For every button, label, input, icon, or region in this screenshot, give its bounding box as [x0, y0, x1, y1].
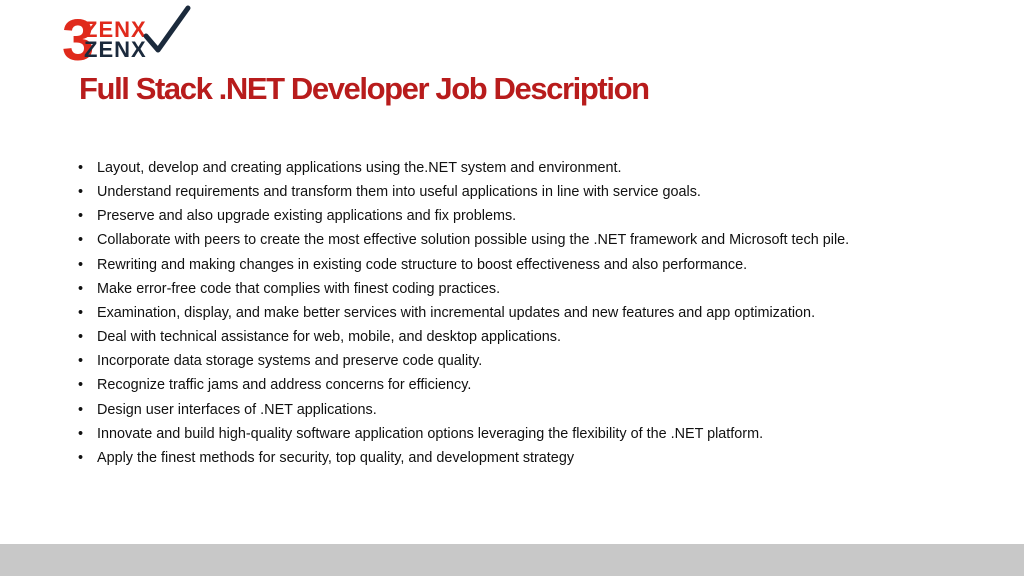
list-item-text: Design user interfaces of .NET applications.	[97, 401, 377, 418]
checkmark-icon	[146, 8, 188, 50]
list-item	[78, 301, 849, 325]
list-item	[78, 180, 849, 204]
list-item	[78, 422, 849, 446]
bullet-icon: •	[78, 401, 84, 418]
list-item-text: Layout, develop and creating applications using the.NET system and environment.	[97, 160, 622, 176]
list-item	[78, 277, 849, 301]
bullet-icon: •	[78, 304, 84, 321]
list-item	[78, 325, 849, 349]
page-title: Full Stack .NET Developer Job Description	[79, 71, 649, 106]
list-item-text: Make error-free code that complies with finest coding practices.	[97, 280, 501, 297]
footer-bar	[0, 544, 1024, 576]
list-item-text: Rewriting and making changes in existing code structure to boost effectiveness and also performance.	[97, 256, 748, 273]
list-item	[78, 204, 849, 228]
list-item-text: Preserve and also upgrade existing applications and fix problems.	[97, 208, 517, 225]
list-item-text: Apply the finest methods for security, top quality, and development strategy	[97, 449, 575, 466]
list-item	[78, 446, 849, 470]
list-item-text: Deal with technical assistance for web, mobile, and desktop applications.	[97, 329, 561, 346]
list-item-text: Understand requirements and transform them into useful applications in line with service goals.	[97, 184, 701, 201]
logo-wordmark-bottom: ZENX	[84, 37, 147, 62]
list-item-text: Examination, display, and make better services with incremental updates and new features and app optimization.	[97, 304, 816, 321]
list-item	[78, 349, 849, 373]
zenx-logo-graphic	[62, 6, 192, 73]
list-item	[78, 373, 849, 397]
bullet-icon: •	[78, 425, 84, 442]
bullet-icon: •	[78, 160, 84, 176]
list-item-text: Incorporate data storage systems and preserve code quality.	[97, 353, 483, 370]
bullet-icon: •	[78, 232, 84, 249]
logo-wordmark-top: ZENX	[84, 17, 147, 42]
bullet-icon: •	[78, 208, 84, 225]
bullet-icon: •	[78, 353, 84, 370]
list-item-text: Collaborate with peers to create the most effective solution possible using the .NET framework and Microsoft tech pile.	[97, 232, 850, 249]
list-item	[78, 156, 849, 180]
job-description-list	[78, 156, 849, 470]
bullet-icon: •	[78, 377, 84, 394]
list-item-text: Recognize traffic jams and address concerns for efficiency.	[97, 377, 472, 394]
list-item	[78, 228, 849, 252]
bullet-icon: •	[78, 280, 84, 297]
bullet-icon: •	[78, 449, 84, 466]
bullet-icon: •	[78, 184, 84, 201]
list-item	[78, 398, 849, 422]
list-item	[78, 253, 849, 277]
logo-digit: 3	[62, 8, 95, 73]
bullet-icon: •	[78, 329, 84, 346]
company-logo	[62, 6, 192, 73]
list-item-text: Innovate and build high-quality software application options leveraging the flexibility of the .NET platform.	[97, 425, 764, 442]
bullet-icon: •	[78, 256, 84, 273]
